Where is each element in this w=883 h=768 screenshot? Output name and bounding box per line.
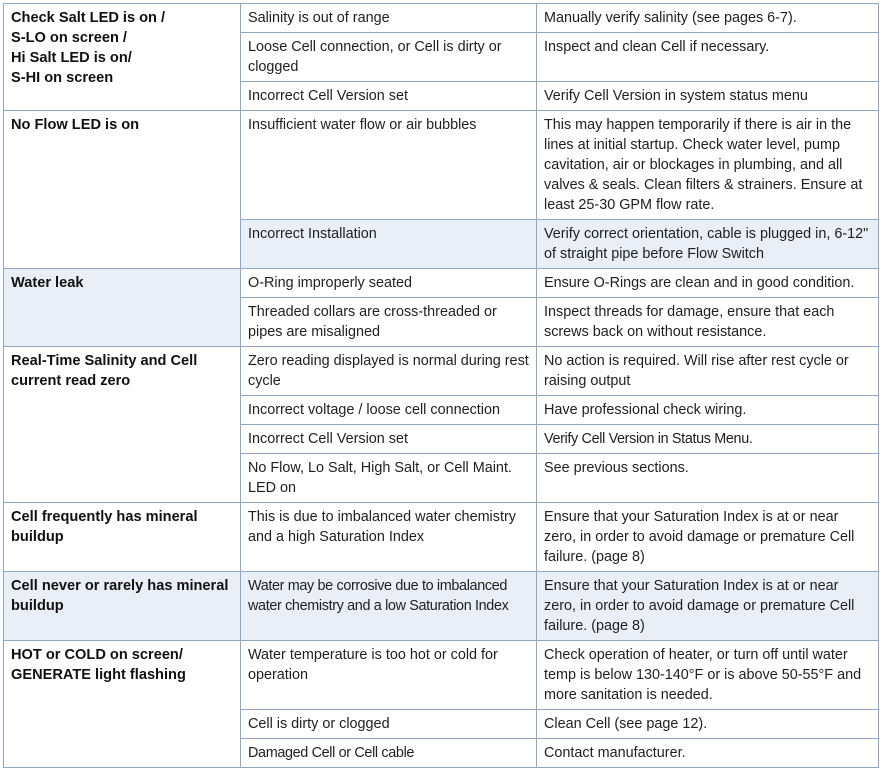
- remedy-cell: Ensure O-Rings are clean and in good condition.: [537, 269, 879, 298]
- cause-cell: Damaged Cell or Cell cable: [241, 739, 537, 768]
- remedy-cell: Clean Cell (see page 12).: [537, 710, 879, 739]
- remedy-cell: No action is required. Will rise after rest cycle or raising output: [537, 347, 879, 396]
- remedy-cell: Verify Cell Version in system status menu: [537, 82, 879, 111]
- problem-cell: Cell never or rarely has mineral buildup: [4, 572, 241, 641]
- cause-cell: Water may be corrosive due to imbalanced water chemistry and a low Saturation Index: [241, 572, 537, 641]
- cause-cell: Incorrect Installation: [241, 220, 537, 269]
- remedy-cell: Ensure that your Saturation Index is at or near zero, in order to avoid damage or premature Cell failure. (page 8): [537, 572, 879, 641]
- cause-cell: Loose Cell connection, or Cell is dirty or clogged: [241, 33, 537, 82]
- table-row: [4, 641, 879, 710]
- table-row: [4, 347, 879, 396]
- remedy-cell: Contact manufacturer.: [537, 739, 879, 768]
- cause-cell: Incorrect Cell Version set: [241, 82, 537, 111]
- cause-cell: Threaded collars are cross-threaded or pipes are misaligned: [241, 298, 537, 347]
- cause-cell: Salinity is out of range: [241, 4, 537, 33]
- table-row: [4, 503, 879, 572]
- cause-cell: Water temperature is too hot or cold for operation: [241, 641, 537, 710]
- remedy-cell: See previous sections.: [537, 454, 879, 503]
- problem-cell: [4, 4, 241, 111]
- remedy-cell: This may happen temporarily if there is air in the lines at initial startup. Check water level, pump cavitation, air or blockages in plumbing, and all valves & seals. Clean filters & strainers. Ensure at least 25-30 GPM flow rate.: [537, 111, 879, 220]
- table-row: [4, 4, 879, 33]
- cause-cell: Insufficient water flow or air bubbles: [241, 111, 537, 220]
- remedy-cell: Check operation of heater, or turn off until water temp is below 130-140°F or is above 50-55°F and more sanitation is needed.: [537, 641, 879, 710]
- cause-cell: Incorrect voltage / loose cell connection: [241, 396, 537, 425]
- problem-line: HOT or COLD on screen/: [11, 647, 183, 663]
- problem-line: S-LO on screen /: [11, 30, 127, 46]
- cause-cell: This is due to imbalanced water chemistry and a high Saturation Index: [241, 503, 537, 572]
- cause-cell: No Flow, Lo Salt, High Salt, or Cell Maint. LED on: [241, 454, 537, 503]
- troubleshooting-page: [3, 3, 878, 768]
- table-row: [4, 269, 879, 298]
- troubleshooting-table: [3, 3, 879, 768]
- remedy-cell: Inspect threads for damage, ensure that each screws back on without resistance.: [537, 298, 879, 347]
- cause-cell: Zero reading displayed is normal during rest cycle: [241, 347, 537, 396]
- problem-cell: No Flow LED is on: [4, 111, 241, 269]
- table-row: [4, 572, 879, 641]
- remedy-cell: Inspect and clean Cell if necessary.: [537, 33, 879, 82]
- problem-line: Check Salt LED is on /: [11, 10, 166, 26]
- remedy-cell: Manually verify salinity (see pages 6-7).: [537, 4, 879, 33]
- problem-line: Hi Salt LED is on/: [11, 50, 132, 66]
- problem-line: S-HI on screen: [11, 70, 114, 86]
- remedy-cell: Ensure that your Saturation Index is at or near zero, in order to avoid damage or premature Cell failure. (page 8): [537, 503, 879, 572]
- table-row: [4, 111, 879, 220]
- problem-cell: [4, 641, 241, 768]
- cause-cell: Cell is dirty or clogged: [241, 710, 537, 739]
- remedy-cell: Verify Cell Version in Status Menu.: [537, 425, 879, 454]
- problem-line: GENERATE light flashing: [11, 667, 186, 683]
- problem-cell: Water leak: [4, 269, 241, 347]
- remedy-cell: Have professional check wiring.: [537, 396, 879, 425]
- problem-cell: Real-Time Salinity and Cell current read zero: [4, 347, 241, 503]
- cause-cell: Incorrect Cell Version set: [241, 425, 537, 454]
- problem-cell: Cell frequently has mineral buildup: [4, 503, 241, 572]
- cause-cell: O-Ring improperly seated: [241, 269, 537, 298]
- remedy-cell: Verify correct orientation, cable is plugged in, 6-12" of straight pipe before Flow Switch: [537, 220, 879, 269]
